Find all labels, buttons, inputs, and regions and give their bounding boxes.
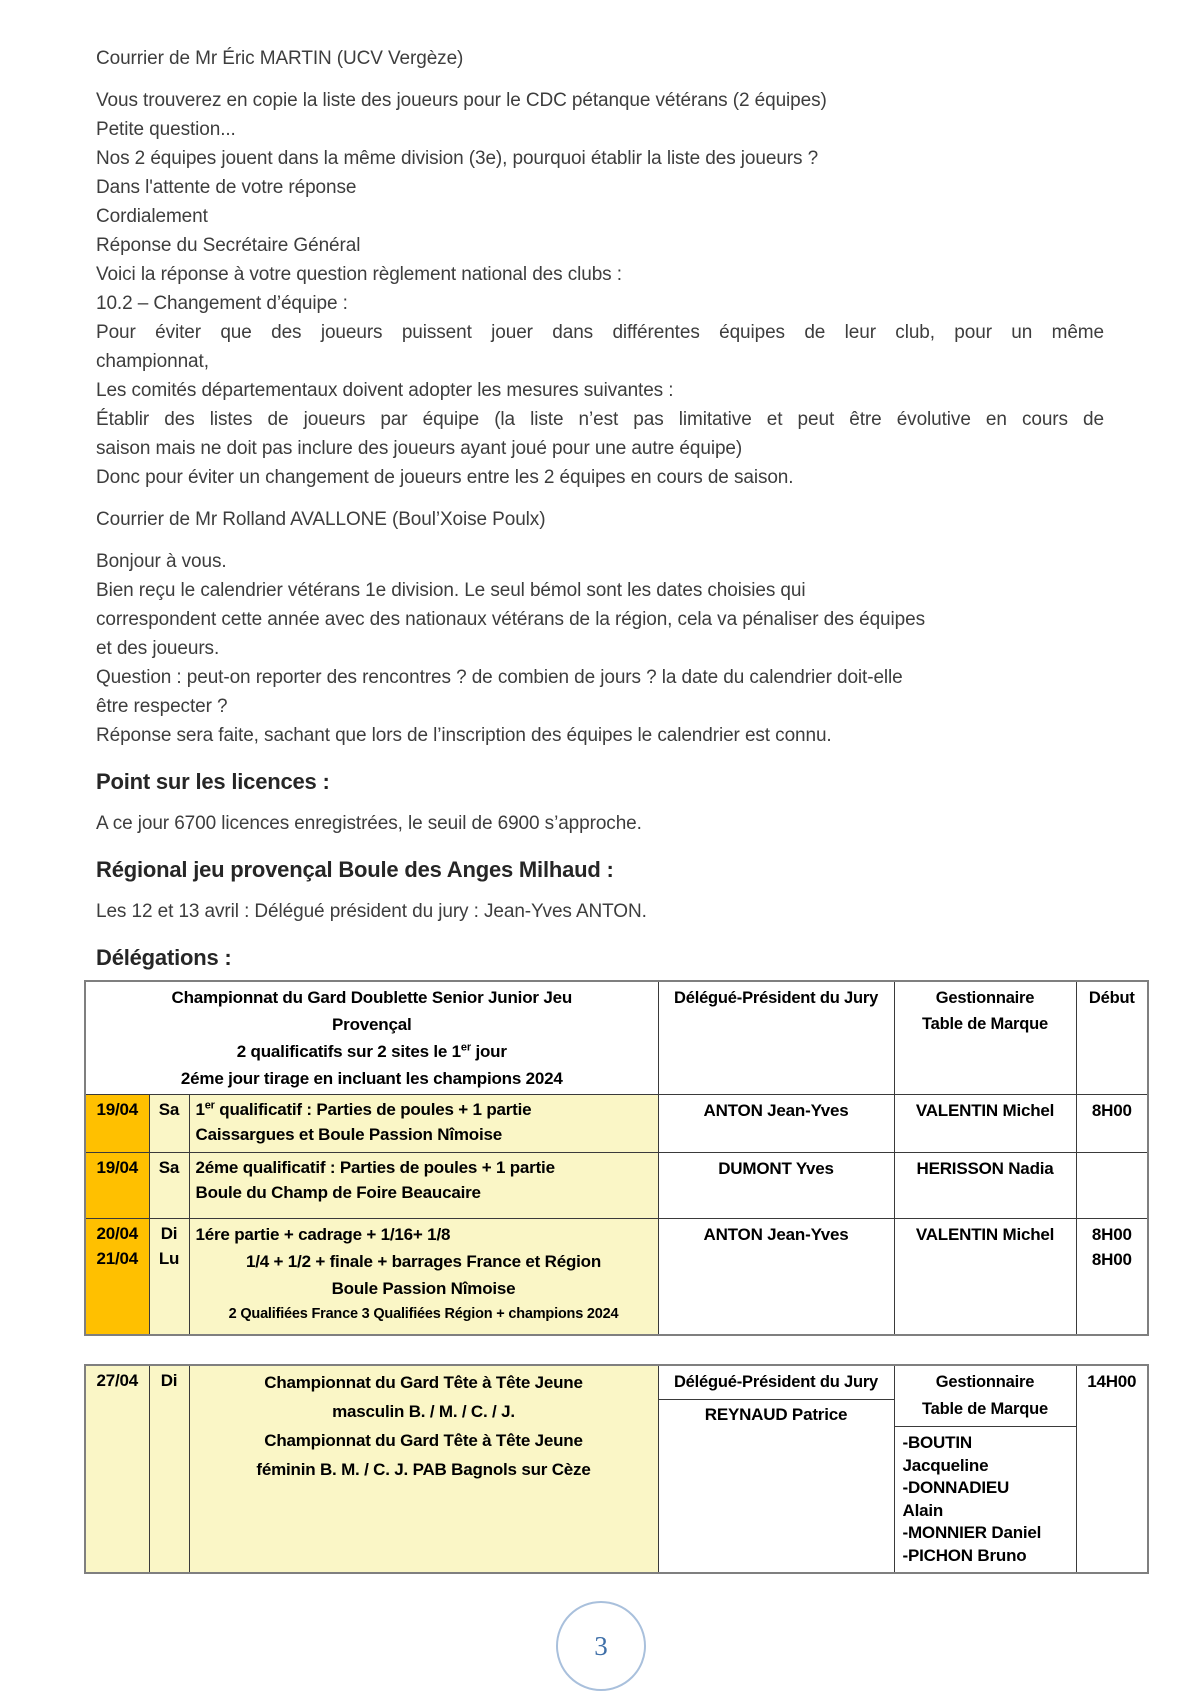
event-cell	[189, 1153, 658, 1219]
gestionnaire-name: Jacqueline	[902, 1455, 989, 1475]
superscript: er	[460, 1041, 471, 1054]
table1-header-row	[85, 981, 1148, 1095]
page-number-badge	[556, 1601, 646, 1691]
table-row	[85, 1219, 1148, 1336]
letter-martin-body	[96, 86, 1104, 492]
gestionnaire-name: -BOUTIN	[902, 1433, 972, 1452]
letter-line: correspondent cette année avec des nationaux vétérans de la région, cela va pénaliser des équipes	[96, 609, 925, 630]
gestionnaire-name: -DONNADIEU	[902, 1478, 1010, 1497]
header-line	[92, 1038, 652, 1065]
date-cell	[85, 1219, 149, 1336]
header-line: Table de Marque	[922, 1015, 1049, 1033]
delegations-table-1	[84, 980, 1149, 1336]
day-line: Lu	[158, 1249, 180, 1268]
date-cell: 19/04	[85, 1095, 149, 1153]
letter-line: Établir des listes de joueurs par équipe (la liste n’est pas limitative et peut être évolutive en cours de	[96, 409, 1104, 430]
event-line: 1ére partie + cadrage + 1/16+ 1/8	[195, 1225, 451, 1244]
gestionnaire-cell: HERISSON Nadia	[894, 1153, 1076, 1219]
event-cell	[189, 1095, 658, 1153]
licences-text: A ce jour 6700 licences enregistrées, le seuil de 6900 s’approche.	[96, 813, 642, 834]
header-line: Gestionnaire	[935, 989, 1035, 1007]
letter-line: Réponse du Secrétaire Général	[96, 235, 361, 256]
letter-line: être respecter ?	[96, 696, 228, 717]
letter-avallone-body	[96, 547, 1104, 750]
section-heading-regional: Régional jeu provençal Boule des Anges Milhaud :	[96, 857, 614, 882]
start-time-cell	[1076, 1153, 1148, 1219]
table-row	[85, 1365, 1148, 1573]
event-cell	[189, 1365, 658, 1573]
regional-text: Les 12 et 13 avril : Délégué président du jury : Jean-Yves ANTON.	[96, 901, 647, 922]
letter-line: Pour éviter que des joueurs puissent jouer dans différentes équipes de leur club, pour un même	[96, 322, 1104, 343]
letter-line: Les comités départementaux doivent adopter les mesures suivantes :	[96, 380, 674, 401]
event-line: Championnat du Gard Tête à Tête Jeune	[264, 1431, 583, 1450]
header-line: 2éme jour tirage en incluant les champions 2024	[180, 1069, 563, 1088]
day-cell: Sa	[149, 1095, 189, 1153]
event-cell	[189, 1219, 658, 1336]
header-line: Table de Marque	[922, 1400, 1048, 1418]
delegue-cell	[658, 1365, 894, 1573]
date-cell: 19/04	[85, 1153, 149, 1219]
letter-line: Dans l'attente de votre réponse	[96, 177, 357, 198]
delegue-name: REYNAUD Patrice	[704, 1405, 848, 1424]
day-cell: Di	[149, 1365, 189, 1573]
letter-line: Réponse sera faite, sachant que lors de l’inscription des équipes le calendrier est connu.	[96, 725, 832, 746]
letter-line: championnat,	[96, 351, 209, 372]
gestionnaire-cell: VALENTIN Michel	[894, 1095, 1076, 1153]
letter-martin-title: Courrier de Mr Éric MARTIN (UCV Vergèze)	[96, 48, 464, 69]
day-cell	[149, 1219, 189, 1336]
table1-col-debut: Début	[1076, 981, 1148, 1095]
section-heading-delegations: Délégations :	[96, 945, 232, 970]
table-row	[85, 1095, 1148, 1153]
date-line: 21/04	[96, 1249, 139, 1268]
table-gap	[96, 1336, 1104, 1364]
table-row	[85, 1153, 1148, 1219]
start-time-cell: 8H00	[1076, 1095, 1148, 1153]
letter-line: Donc pour éviter un changement de joueurs entre les 2 équipes en cours de saison.	[96, 467, 794, 488]
event-line	[196, 1097, 652, 1122]
gestionnaire-names	[895, 1427, 1076, 1572]
letter-avallone-title: Courrier de Mr Rolland AVALLONE (Boul’Xoise Poulx)	[96, 509, 546, 530]
header-line: Championnat du Gard Doublette Senior Junior Jeu	[171, 988, 573, 1007]
table1-championship-header	[85, 981, 658, 1095]
event-line: Boule du Champ de Foire Beaucaire	[195, 1183, 481, 1202]
event-line: féminin B. M. / C. J. PAB Bagnols sur Cèze	[256, 1460, 591, 1479]
letter-line: Vous trouverez en copie la liste des joueurs pour le CDC pétanque vétérans (2 équipes)	[96, 90, 827, 111]
time-line: 8H00	[1091, 1250, 1132, 1269]
table1-col-delegue: Délégué-Président du Jury	[658, 981, 894, 1095]
gestionnaire-name: -PICHON Bruno	[902, 1545, 1027, 1565]
section-heading-licences: Point sur les licences :	[96, 769, 330, 794]
gestionnaire-cell	[894, 1365, 1076, 1573]
letter-line: Question : peut-on reporter des rencontres ? de combien de jours ? la date du calendrier doit-elle	[96, 667, 903, 688]
gestionnaire-name: Alain	[902, 1500, 944, 1520]
table1-col-gestionnaire	[894, 981, 1076, 1095]
document-content	[96, 44, 1137, 1574]
gestionnaire-name: -MONNIER Daniel	[902, 1523, 1042, 1542]
header-line: Provençal	[332, 1015, 412, 1034]
gestionnaire-cell: VALENTIN Michel	[894, 1219, 1076, 1336]
superscript: er	[204, 1099, 215, 1112]
start-time-cell	[1076, 1219, 1148, 1336]
event-line: 1/4 + 1/2 + finale + barrages France et Région	[245, 1252, 602, 1271]
time-line: 8H00	[1091, 1225, 1132, 1244]
letter-line: Voici la réponse à votre question règlement national des clubs :	[96, 264, 622, 285]
delegations-table-2	[84, 1364, 1149, 1574]
delegue-cell: DUMONT Yves	[658, 1153, 894, 1219]
text-fragment: 2 qualificatifs sur 2 sites le 1	[236, 1042, 461, 1061]
event-line: Championnat du Gard Tête à Tête Jeune	[264, 1373, 583, 1392]
event-line: Boule Passion Nîmoise	[331, 1279, 516, 1298]
delegue-cell: ANTON Jean-Yves	[658, 1219, 894, 1336]
delegue-cell: ANTON Jean-Yves	[658, 1095, 894, 1153]
letter-line: Cordialement	[96, 206, 208, 227]
text-fragment: qualificatif : Parties de poules + 1 partie	[214, 1100, 532, 1119]
day-line: Di	[160, 1224, 178, 1243]
text-fragment: 1	[195, 1100, 205, 1119]
date-line: 20/04	[96, 1224, 139, 1243]
text-fragment: jour	[470, 1042, 507, 1061]
event-line: Caissargues et Boule Passion Nîmoise	[195, 1125, 502, 1144]
start-time-cell: 14H00	[1076, 1365, 1148, 1573]
letter-line: 10.2 – Changement d’équipe :	[96, 293, 348, 314]
table2-col-delegue: Délégué-Président du Jury	[659, 1366, 894, 1400]
page-number: 3	[594, 1630, 608, 1661]
event-line: masculin B. / M. / C. / J.	[332, 1402, 515, 1421]
event-line: 2éme qualificatif : Parties de poules + 1 partie	[195, 1158, 555, 1177]
letter-line: Petite question...	[96, 119, 236, 140]
header-line: Gestionnaire	[935, 1373, 1035, 1391]
event-line: 2 Qualifiées France 3 Qualifiées Région + champions 2024	[228, 1306, 619, 1322]
letter-line: Nos 2 équipes jouent dans la même division (3e), pourquoi établir la liste des joueurs ?	[96, 148, 819, 169]
day-cell: Sa	[149, 1153, 189, 1219]
letter-line: Bien reçu le calendrier vétérans 1e division. Le seul bémol sont les dates choisies qui	[96, 580, 806, 601]
letter-line: saison mais ne doit pas inclure des joueurs ayant joué pour une autre équipe)	[96, 438, 743, 459]
letter-line: et des joueurs.	[96, 638, 220, 659]
table2-col-gestionnaire	[895, 1366, 1076, 1427]
letter-line: Bonjour à vous.	[96, 551, 227, 572]
date-cell: 27/04	[85, 1365, 149, 1573]
